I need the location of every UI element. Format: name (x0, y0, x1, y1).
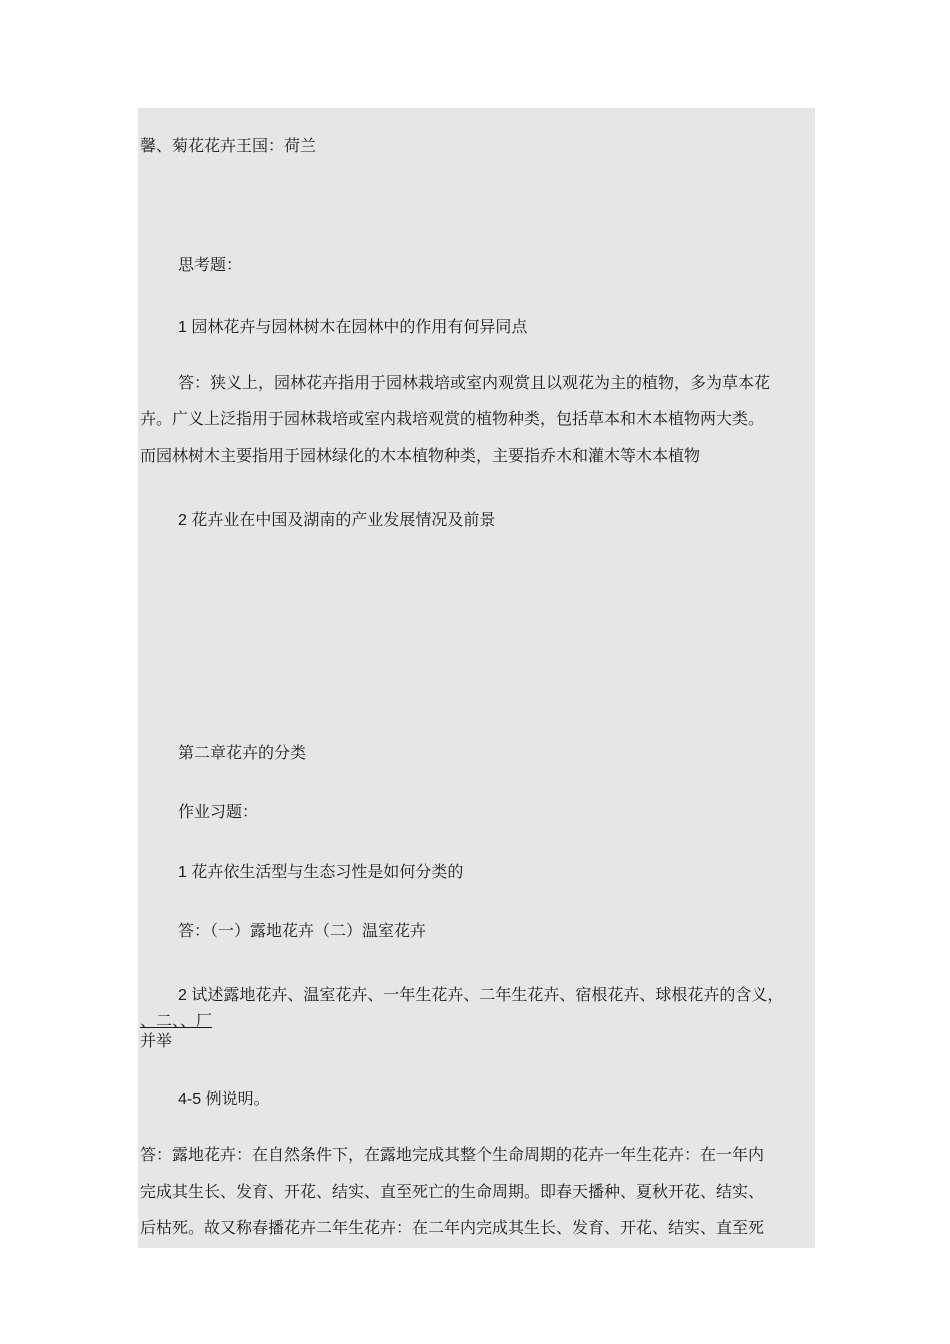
homework-answer-2-line-2: 完成其生长、发育、开花、结实、直至死亡的生命周期。即春天播种、夏秋开花、结实、 (140, 1182, 765, 1201)
text-line-intro: 馨、菊花花卉王国：荷兰 (140, 136, 317, 155)
homework-question-1: 1 花卉依生活型与生态习性是如何分类的 (178, 864, 464, 881)
chapter-title: 第二章花卉的分类 (178, 743, 307, 762)
question-1: 1 园林花卉与园林树木在园林中的作用有何异同点 (178, 319, 528, 336)
homework-question-2-line-3: 4-5 例说明。 (178, 1091, 270, 1108)
question-2: 2 花卉业在中国及湖南的产业发展情况及前景 (178, 512, 496, 529)
homework-answer-2-line-1: 答：露地花卉：在自然条件下，在露地完成其整个生命周期的花卉一年生花卉：在一年内 (140, 1145, 765, 1164)
answer-1-line-2: 卉。广义上泛指用于园林栽培或室内栽培观赏的植物种类，包括草本和木本植物两大类。 (140, 409, 765, 428)
heading-thinking-questions: 思考题： (178, 255, 243, 274)
text-fragment: 、二、、厂 (140, 1011, 213, 1030)
heading-homework: 作业习题： (178, 802, 259, 821)
answer-1-line-1: 答：狭义上，园林花卉指用于园林栽培或室内观赏且以观花为主的植物，多为草本花 (178, 373, 771, 392)
answer-1-line-3: 而园林树木主要指用于园林绿化的木本植物种类，主要指乔木和灌木等木本植物 (140, 446, 701, 465)
homework-answer-2-line-3: 后枯死。故又称春播花卉二年生花卉：在二年内完成其生长、发育、开花、结实、直至死 (140, 1218, 765, 1237)
page-content-area (138, 108, 815, 1248)
homework-question-2-line-2: 并举 (140, 1031, 173, 1050)
homework-answer-1: 答：（一）露地花卉（二）温室花卉 (178, 921, 427, 940)
homework-question-2-line-1: 2 试述露地花卉、温室花卉、一年生花卉、二年生花卉、宿根花卉、球根花卉的含义， (178, 987, 784, 1004)
